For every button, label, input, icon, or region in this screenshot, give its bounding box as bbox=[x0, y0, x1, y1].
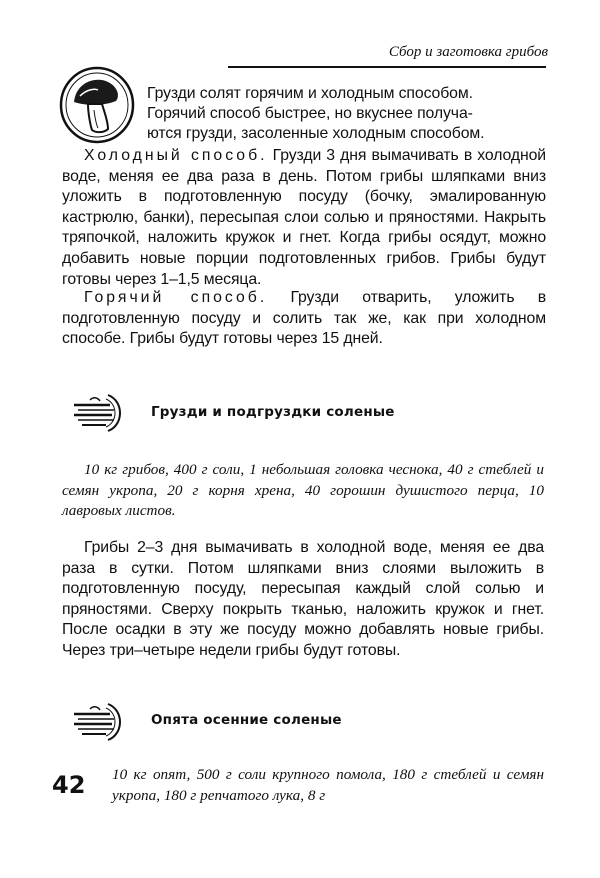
recipe-1-ingredients: 10 кг грибов, 400 г соли, 1 небольшая головка чеснока, 40 г стеблей и семян укропа, 20 г корня хрена, 40 горошин душистого перца, 10 лавровых листов. bbox=[62, 461, 544, 520]
cold-method-paragraph bbox=[62, 146, 546, 290]
mushroom-logo-icon bbox=[58, 66, 136, 144]
dish-icon bbox=[70, 700, 128, 744]
running-header: Сбор и заготовка грибов bbox=[388, 44, 548, 60]
recipe-2-title: Опята осенние соленые bbox=[151, 712, 342, 728]
cold-method-text: Грузди 3 дня вымачивать в холодной воде, меняя ее два раза в день. Потом грибы шляпками вниз уложить в подготовленную посуду (бочку, эмалированную кастрюлю, банки), пересыпая слои солью и пряностями. Накрыть тряпочкой, наложить кружок и гнет. Когда грибы осядут, можно добавить новые порции подготовленных грибов. Грибы будут готовы через 1–1,5 месяца. bbox=[62, 147, 546, 288]
page-number: 42 bbox=[52, 771, 86, 799]
dish-icon bbox=[70, 391, 128, 435]
hot-method-paragraph bbox=[62, 288, 546, 350]
hot-method-label: Горячий способ. bbox=[84, 289, 268, 306]
header-rule bbox=[228, 66, 546, 68]
hot-method-text: Грузди отварить, уложить в подготовленную посуду и солить так же, как при холодном способе. Грибы будут готовы через 15 дней. bbox=[62, 289, 546, 348]
intro-line-1: Грузди солят горячим и холодным способом. bbox=[147, 85, 473, 102]
recipe-2-ingredients: 10 кг опят, 500 г соли крупного помола, 180 г стеблей и семян укропа, 180 г репчатого лука, 8 г bbox=[112, 766, 544, 804]
cold-method-label: Холодный способ. bbox=[84, 147, 268, 164]
recipe-1-method: Грибы 2–3 дня вымачивать в холодной воде, меняя ее два раза в сутки. Потом шляпками вниз слоями выложить в подготовленную посуду, пересыпая каждый слой солью и пряностями. Сверху покрыть тканью, наложить кружок и гнет. После осадки в эту же посуду можно добавлять новые грибы. Через три–четыре недели грибы будут готовы. bbox=[62, 539, 544, 659]
intro-line-3: ются грузди, засоленные холодным способом. bbox=[147, 125, 485, 142]
recipe-1-title: Грузди и подгруздки соленые bbox=[151, 404, 395, 420]
intro-line-2: Горячий способ быстрее, но вкуснее получа- bbox=[147, 105, 473, 122]
